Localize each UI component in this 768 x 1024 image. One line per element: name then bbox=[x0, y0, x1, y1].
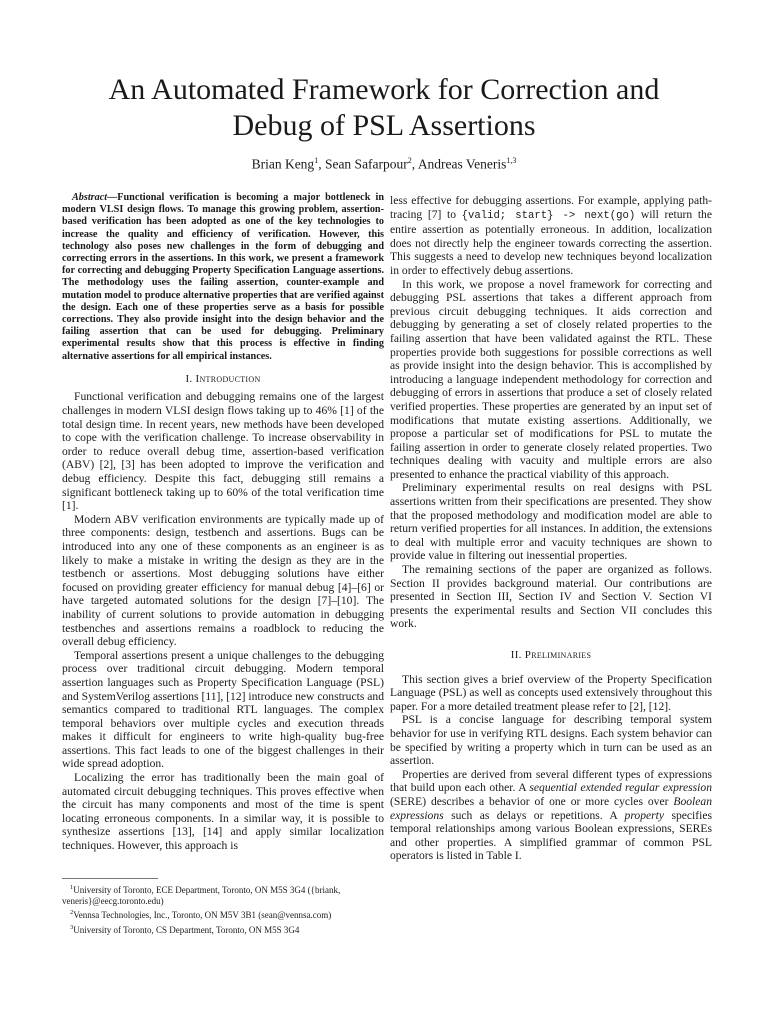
body-paragraph bbox=[390, 768, 712, 863]
body-paragraph: This section gives a brief overview of the Property Specification Language (PSL) as well as concepts used extensively throughout this paper. For a more detailed treatment please refer to [2], [12]. bbox=[390, 672, 712, 713]
footnote-mark: 1 bbox=[70, 884, 74, 891]
footnote-rule bbox=[62, 878, 158, 879]
footnotes bbox=[62, 882, 384, 936]
left-column bbox=[62, 192, 384, 853]
body-paragraph: In this work, we propose a novel framework for correcting and debugging PSL assertions that takes a different approach from previous circuit debugging techniques. It aids correction and debugging by generating a set of closely related properties to the failing assertion that have been validated against the RTL. These properties provide both suggestions for possible corrections as well as provide insight into the design behavior. This is accomplished by introducing a language independent methodology for correction and debugging of errors in assertions that produce a set of closely related verified properties. These properties are generated by an input set of modifications that mutate existing assertions. Additionally, we propose a particular set of modifications for PSL to mutate the failing assertion in order to generate closely related properties. Two techniques dealing with vacuity and multiple errors are also presented to enhance the practical viability of this approach. bbox=[390, 277, 712, 481]
body-paragraph bbox=[390, 194, 712, 278]
footnote-text: University of Toronto, CS Department, Toronto, ON M5S 3G4 bbox=[73, 924, 300, 935]
author-affiliation: 1 bbox=[314, 156, 319, 165]
title-line-1: An Automated Framework for Correction and bbox=[108, 73, 660, 106]
code-snippet: {valid; start} -> next(go) bbox=[461, 209, 636, 222]
section-heading-preliminaries: II. Preliminaries bbox=[510, 649, 592, 661]
abstract bbox=[62, 192, 384, 363]
section-heading-introduction: I. Introduction bbox=[185, 372, 261, 385]
term-sere: sequential extended regular expression bbox=[529, 781, 712, 795]
footnote bbox=[62, 922, 384, 936]
body-paragraph: Functional verification and debugging remains one of the largest challenges in modern VLSI design flows taking up to 46% [1] of the total design time. In recent years, new methods have been developed to cope with the verification challenge. To increase observability in order to reduce overall debug time, assertion-based verification (ABV) [2], [3] has been adopted to improve the verification and debug efficiency. Despite this fact, debugging still remains a significant bottleneck taking up to 60% of the total verification time [1]. bbox=[62, 390, 384, 513]
author-affiliation: 1,3 bbox=[506, 156, 517, 165]
body-paragraph: The remaining sections of the paper are organized as follows. Section II provides background material. Our contributions are presented in Section III, Section IV and Section V. Section VI presents the experimental results and Section VII concludes this work. bbox=[390, 563, 712, 631]
body-paragraph: Temporal assertions present a unique challenges to the debugging process over traditional circuit debugging. Modern temporal assertion languages such as Property Specification Language (PSL) and SystemVerilog assertions [11], [12] introduce new constructs and semantics compared to traditional RTL languages. The complex temporal behaviors over multiple cycles and execution threads makes it difficult for engineers to write high-quality bug-free assertions. This fact leads to one of the biggest challenges in their wide spread adoption. bbox=[62, 648, 384, 771]
author-affiliation: 2 bbox=[407, 156, 412, 165]
footnote-mark: 2 bbox=[70, 909, 74, 917]
body-paragraph: Localizing the error has traditionally been the main goal of automated circuit debugging techniques. This proves effective when the circuit has many components and most of the time is spent locating erroneous components. In a similar way, it is possible to synthesize assertions [13], [14] and apply similar localization techniques. However, this approach is bbox=[62, 771, 384, 853]
author-name: Andreas Veneris bbox=[417, 156, 507, 172]
footnote bbox=[62, 907, 384, 921]
term-boolean-expressions: Boolean expressions bbox=[390, 794, 712, 822]
text-run: Properties are derived from several different types of expressions that build upon each other. A bbox=[390, 767, 712, 795]
author-name: Sean Safarpour bbox=[324, 156, 408, 172]
title-line-2: Debug of PSL Assertions bbox=[232, 109, 536, 142]
text-run: specifies temporal relationships among various Boolean expressions, SEREs and other properties. A simplified grammar of common PSL operators is listed in Table I. bbox=[390, 808, 713, 863]
text-run: will return the entire assertion as potentially erroneous. In addition, localization does not directly help the engineer towards correcting the assertion. This suggests a need to develop new techniques beyond localization in order to effectively debug assertions. bbox=[390, 207, 712, 277]
term-property: property bbox=[624, 808, 665, 822]
author-name: Brian Keng bbox=[251, 156, 315, 172]
paper-title bbox=[0, 72, 768, 144]
right-column bbox=[390, 194, 712, 863]
abstract-text: —Functional verification is becoming a major bottleneck in modern VLSI design flows. To manage this growing problem, assertion-based verification has been adopted as one of the key technologies to increase the quality and efficiency of verification. However, this technology also poses new challenges in the form of debugging and correcting errors in the assertions. In this work, we present a framework for correcting and debugging Property Specification Language assertions. The methodology uses the failing assertion, counter-example and mutation model to produce alternative properties that are verified against the design. Each one of these properties serve as a basis for possible corrections. They also provide insight into the design behavior and the failing assertion that can be used for debugging. Preliminary experimental results show that this process is effective in finding alternative assertions for all empirical instances. bbox=[62, 192, 384, 362]
author-list bbox=[0, 156, 768, 173]
footnote bbox=[62, 882, 384, 907]
text-run: (SERE) describes a behavior of one or more cycles over bbox=[390, 794, 674, 808]
text-run: less effective for debugging assertions. For example, applying path-tracing [7] to bbox=[390, 194, 712, 221]
body-paragraph: Preliminary experimental results on real designs with PSL assertions written from their specifications are presented. They show that the proposed methodology and modification model are able to return verified properties for all instances. In addition, the extensions to deal with multiple error and vacuity techniques are shown to provide value in filtering out inessential properties. bbox=[390, 481, 712, 563]
author-separator: , bbox=[318, 156, 325, 172]
footnote-text: University of Toronto, ECE Department, Toronto, ON M5S 3G4 ({briank, veneris}@eecg.toronto.edu) bbox=[62, 885, 341, 907]
text-run: such as delays or repetitions. A bbox=[443, 808, 625, 822]
body-paragraph: PSL is a concise language for describing temporal system behavior for use in verifying RTL designs. Each system behavior can be specified by writing a property which in turn can be used as an assertion. bbox=[390, 713, 712, 768]
footnote-mark: 3 bbox=[70, 923, 74, 931]
abstract-label: Abstract bbox=[72, 192, 108, 203]
body-paragraph: Modern ABV verification environments are typically made up of three components: design, testbench and assertions. Bugs can be introduced into any one of these components as an engineer is as likely to make a mistake in writing the design as they are in the testbench or assertions. Most debugging solutions have either focused on providing greater efficiency for manual debug [4]–[6] or have targeted automated solutions for the design [7]–[10]. The inability of current solutions to provide automation in debugging testbenches and assertions remains a roadblock to reducing the overall debug efficiency. bbox=[62, 512, 384, 649]
footnote-text: Vennsa Technologies, Inc., Toronto, ON M5V 3B1 (sean@vennsa.com) bbox=[73, 910, 332, 921]
author-separator: , bbox=[411, 156, 418, 172]
